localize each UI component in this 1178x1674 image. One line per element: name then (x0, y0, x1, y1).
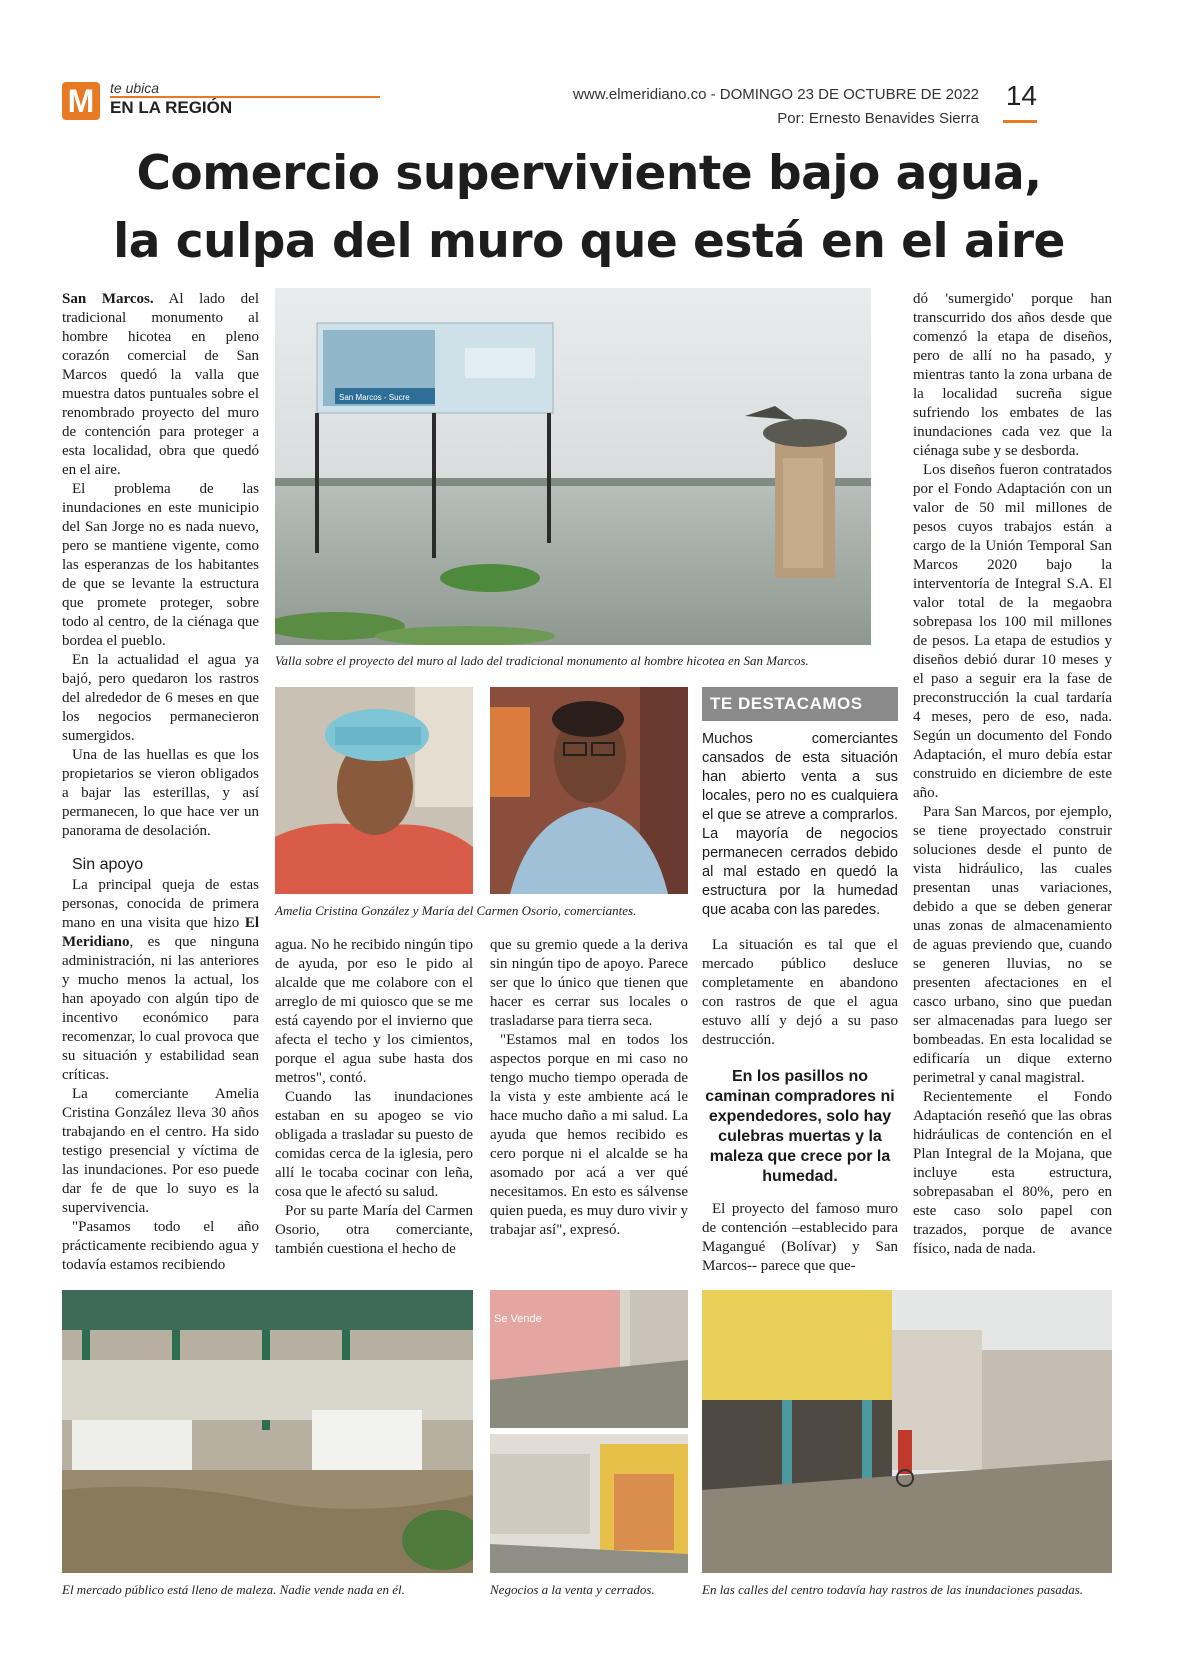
paragraph: En la actualidad el agua ya bajó, pero quedaron los rastros del alrededor de 6 meses en que los negocios permanecieron sumergidos. (62, 652, 259, 744)
article-column-2 (275, 936, 473, 1259)
photo-closed-shops (490, 1434, 688, 1573)
sidebar-text: Muchos comerciantes cansados de esta situación han abierto venta a sus locales, pero no es cualquiera el que se atreve a comprarlos. La mayoría de negocios permanecen cerrados debido al mal estado en quedó la estructura por la humedad que acaba con las paredes. (702, 731, 898, 918)
photo-billboard-monument (275, 288, 871, 645)
section-name: EN LA REGIÓN (110, 98, 233, 117)
paragraph: "Estamos mal en todos los aspectos porque en mi caso no tengo mucho tiempo operada de la vista y este ambiente acá le hace mucho daño a mi salud. La ayuda que hemos recibido es cero porque ni el alcalde se ha asomado por acá a ver qué necesitamos. En esto es sálvense quien pueda, es muy duro vivir y trabajar así", expresó. (490, 1032, 688, 1238)
paragraph: El problema de las inundaciones en este municipio del San Jorge no es nada nuevo, pero se mantiene vigente, como las esperanzas de los habitantes de que se levante la estructura que promete proteger, sobre todo al centro, de la ciénaga que bordea el pueblo. (62, 481, 259, 649)
portraits-caption: Amelia Cristina González y María del Carmen Osorio, comerciantes. (275, 903, 637, 918)
paragraph: La principal queja de estas personas, conocida de primera mano en una visita que hizo El Meridiano, es que ninguna administración, ni las anteriores y mucho menos la actual, los han apoyado con algún tipo de incentivo económico para recomenzar, lo cual provoca que su situación y estabilidad sean críticas. (62, 877, 260, 1083)
paragraph: El proyecto del famoso muro de contención –establecido para Magangué (Bolívar) y San Marcos-- parece que que- (702, 1201, 898, 1274)
market-caption: El mercado público está lleno de maleza. Nadie vende nada en él. (62, 1582, 405, 1597)
byline: Por: Ernesto Benavides Sierra (777, 110, 979, 127)
paragraph: Una de las huellas es que los propietarios se vieron obligados a bajar las esterillas, y así permanecen, lo que hace ver un panorama de desolación. (62, 747, 259, 839)
pull-quote: En los pasillos no caminan compradores ni expendedores, solo hay culebras muertas y la maleza que crece por la humedad. (705, 1068, 895, 1185)
page-number-rule (1003, 120, 1037, 123)
article-column-1 (62, 290, 259, 1275)
paragraph: La comerciante Amelia Cristina González lleva 30 años trabajando en el centro. Ha sido testigo presencial y víctima de las inundaciones. Por eso puede dar fe de que lo suyo es la supervivencia. (62, 1086, 259, 1216)
page-number: 14 (1005, 80, 1037, 111)
paragraph: que su gremio quede a la deriva sin ningún tipo de apoyo. Parece ser que lo único que tienen que hacer es cerrar sus locales o trasladarse para tierra seca. (490, 937, 688, 1029)
photo-flooded-street (702, 1290, 1112, 1573)
paragraph: Los diseños fueron contratados por el Fondo Adaptación con un valor de 50 mil millones de pesos cuyos trabajos están a cargo de la Unión Temporal San Marcos 2020 bajo la interventoría de Integral S.A. El valor total de la megaobra sobrepasa los 100 mil millones de pesos. La etapa de estudios y diseños debió durar 10 meses y el paso a seguir era la fase de preconstrucción la cual tardaría 4 meses, pero de eso, nada. Según un documento del Fondo Adaptación, el muro debía estar construido en diciembre de este año. (913, 462, 1112, 801)
shops-caption: Negocios a la venta y cerrados. (490, 1582, 655, 1597)
paragraph: La situación es tal que el mercado público desluce completamente en abandono con rastros de que el agua estuvo allí y dejó a su paso destrucción. (702, 937, 898, 1048)
page-header (62, 78, 1117, 128)
paragraph: "Pasamos todo el año prácticamente recibiendo agua y todavía estamos recibiendo (62, 1219, 259, 1273)
shop-sign-text: Se Vende (494, 1313, 542, 1325)
main-photo-caption: Valla sobre el proyecto del muro al lado del tradicional monumento al hombre hicotea en San Marcos. (275, 653, 809, 668)
article-column-4-continued (702, 1200, 898, 1276)
newspaper-name: El Meridiano (62, 915, 260, 950)
photo-shops-for-sale (490, 1290, 688, 1428)
article-column-3 (490, 936, 688, 1240)
subhead-sin-apoyo: Sin apoyo (72, 856, 144, 873)
street-caption: En las calles del centro todavía hay rastros de las inundaciones pasadas. (702, 1582, 1084, 1597)
paragraph: Por su parte María del Carmen Osorio, otra comerciante, también cuestiona el hecho de (275, 1203, 473, 1257)
dateline: www.elmeridiano.co - DOMINGO 23 DE OCTUBRE DE 2022 (573, 86, 979, 103)
photo-maria-osorio (490, 687, 688, 894)
article-headline (40, 140, 1138, 276)
section-kicker: te ubica (110, 80, 160, 96)
paragraph: San Marcos. Al lado del tradicional monumento al hombre hicotea en pleno corazón comercial de San Marcos quedó la valla que muestra datos puntuales sobre el renombrado proyecto del muro de contención para proteger a esta localidad, obra que quedó en el aire. (62, 291, 259, 478)
billboard-text: San Marcos - Sucre (339, 393, 410, 402)
lead-place: San Marcos. (62, 291, 154, 307)
headline-line-1: Comercio superviviente bajo agua, (136, 146, 1042, 201)
paragraph: Recientemente el Fondo Adaptación reseñó que las obras hidráulicas de contención en el Plan Integral de la Mojana, que incluye esta estructura, sobrepasaban el 80%, pero en este caso solo papel con trazados, porque de avance físico, nada de nada. (913, 1089, 1112, 1257)
photo-amelia-gonzalez (275, 687, 473, 894)
meridiano-logo: M (62, 82, 100, 120)
paragraph: Para San Marcos, por ejemplo, se tiene proyectado construir soluciones desde el punto de vista hidráulico, las cuales presentan unas variaciones, debido a que se deben generar unas zonas de almacenamiento de aguas previendo que, cuando se generen lluvias, no se presenten afectaciones en el casco urbano, sino que puedan ser almacenadas para luego ser bombeadas. En esta localidad se edificaría un dique externo perimetral y canal magistral. (913, 804, 1112, 1086)
sidebar-title: TE DESTACAMOS (710, 694, 863, 713)
paragraph: dó 'sumergido' porque han transcurrido dos años desde que comenzó la etapa de diseños, pero de allí no ha pasado, y mientras tanto la zona urbana de la localidad sucreña sigue sufriendo los embates de las inundaciones cada vez que la ciénaga sube y se desborda. (913, 291, 1112, 459)
paragraph: Cuando las inundaciones estaban en su apogeo se vio obligada a trasladar su puesto de comidas cerca de la iglesia, pero allí le tocaba cocinar con leña, cosa que le afectó su salud. (275, 1089, 473, 1200)
photo-market (62, 1290, 473, 1573)
article-column-5 (913, 290, 1112, 1259)
article-column-4 (702, 936, 898, 1050)
headline-line-2: la culpa del muro que está en el aire (113, 214, 1065, 269)
paragraph: agua. No he recibido ningún tipo de ayuda, por eso le pido al alcalde que me colabore con el arreglo de mi quiosco que se me está cayendo por el invierno que afecta el techo y los cimientos, porque el agua sube hasta dos metros", contó. (275, 937, 473, 1086)
